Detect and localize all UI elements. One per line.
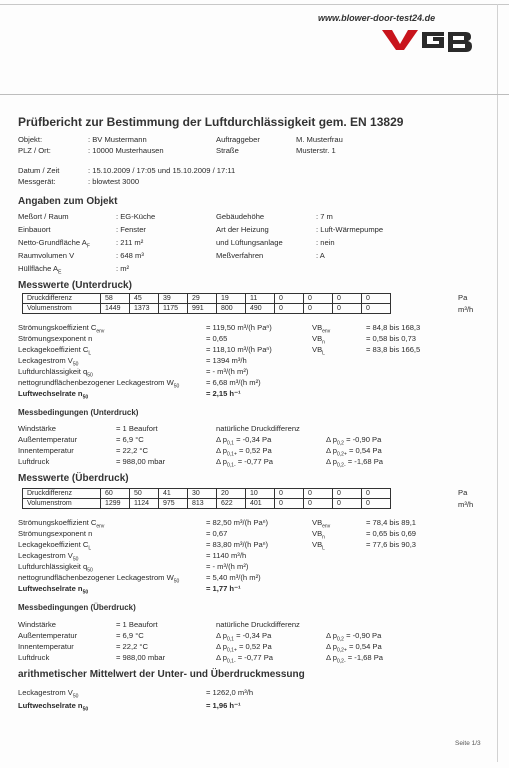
u-left-0: Strömungskoeffizient $C_{env}$	[18, 323, 105, 335]
table-cell: 0	[333, 294, 362, 304]
mo-label-3: Luftdruck	[18, 653, 50, 662]
netto-sub: F	[86, 243, 90, 250]
o-left-3: Leckagestrom $V_{50}$	[18, 551, 79, 563]
u-left-2: Leckagekoeffizient $C_L$	[18, 345, 92, 357]
huell-value: : m²	[116, 264, 130, 273]
table-cell: 0	[333, 499, 362, 509]
table-cell: 41	[159, 489, 188, 499]
mittel-l2: Luftwechselrate $n_{50}$	[18, 701, 89, 713]
o-left-6: Luftwechselrate $n_{50}$	[18, 584, 89, 596]
table-cell: 0	[275, 489, 304, 499]
mu-label-2: Innentemperatur	[18, 446, 74, 455]
o-vb1-value: = 78,4 bis 89,1	[366, 518, 417, 527]
o-mid-4: = - m³/(h m²)	[206, 562, 249, 571]
table-cell: 0	[304, 499, 333, 509]
table-cell-label: Druckdifferenz	[23, 489, 101, 499]
mu-value-3: = 988,00 mbar	[116, 457, 166, 466]
u-mid-2: = 118,10 m³/(h Paⁿ)	[206, 345, 272, 354]
o-mid-2: = 83,80 m³/(h Paⁿ)	[206, 540, 269, 549]
table-cell: 1299	[101, 499, 130, 509]
mo-e3: Δ $p_{0,2-} = -1,68$ Pa	[326, 653, 384, 665]
page-number: Seite 1/3	[455, 740, 481, 747]
o-mid-1: = 0,67	[206, 529, 228, 538]
netto-value: : 211 m²	[116, 238, 144, 247]
messort-label: Meßort / Raum	[18, 212, 69, 221]
unterdruck-unit-pa: Pa	[458, 293, 468, 302]
ueberdruck-table	[22, 488, 391, 509]
raumvol-label: Raumvolumen V	[18, 251, 75, 260]
u-mid-1: = 0,65	[206, 334, 228, 343]
o-mid-0: = 82,50 m³/(h Paⁿ)	[206, 518, 269, 527]
right-border	[497, 4, 498, 762]
table-cell: 1373	[130, 304, 159, 314]
mu-label-3: Luftdruck	[18, 457, 50, 466]
mo-d3: Δ $p_{0,1-} = -0,77$ Pa	[216, 653, 274, 665]
u-vb2-value: = 0,58 bis 0,73	[366, 334, 417, 343]
table-cell: 975	[159, 499, 188, 509]
messort-value: : EG-Küche	[116, 212, 156, 221]
mo-e1: Δ $p_{0,2} = -0,90$ Pa	[326, 631, 382, 643]
strasse-value: Musterstr. 1	[296, 146, 336, 155]
o-vb2-value: = 0,65 bis 0,69	[366, 529, 417, 538]
messgeraet-value: : blowtest 3000	[88, 177, 140, 186]
u-mid-6: = 2,15 h⁻¹	[206, 389, 241, 398]
table-cell: 0	[275, 304, 304, 314]
top-border	[0, 4, 509, 5]
table-cell: 490	[246, 304, 275, 314]
netto-label: Netto-Grundfläche $A_F$	[18, 238, 90, 250]
gebhoehe-label: Gebäudehöhe	[216, 212, 265, 221]
vgb-logo	[378, 26, 474, 52]
table-cell: 39	[159, 294, 188, 304]
lueftung-label: und Lüftungsanlage	[216, 238, 283, 247]
header-url[interactable]: www.blower-door-test24.de	[318, 13, 436, 23]
u-vb2-label: $VB_n$	[312, 334, 325, 346]
table-row	[23, 294, 391, 304]
verfahren-label: Meßverfahren	[216, 251, 264, 260]
u-vb3-value: = 83,8 bis 166,5	[366, 345, 421, 354]
table-cell: 0	[362, 489, 391, 499]
u-vb1-value: = 84,8 bis 168,3	[366, 323, 421, 332]
mo-label-2: Innentemperatur	[18, 642, 74, 651]
mo-value-0: = 1 Beaufort	[116, 620, 158, 629]
o-mid-5: = 5,40 m³/(h m²)	[206, 573, 261, 582]
mu-e3: Δ $p_{0,2-} = -1,68$ Pa	[326, 457, 384, 469]
datum-value: : 15.10.2009 / 17:05 und 15.10.2009 / 17:11	[88, 166, 236, 175]
mess-ueber-heading: Messbedingungen (Überdruck)	[18, 603, 136, 612]
mu-d2: Δ $p_{0,1+} = 0,52$ Pa	[216, 446, 272, 458]
mu-value-0: = 1 Beaufort	[116, 424, 158, 433]
objekt-value: : BV Mustermann	[88, 135, 147, 144]
table-cell: 401	[246, 499, 275, 509]
ueberdruck-heading: Messwerte (Überdruck)	[18, 473, 129, 484]
u-mid-5: = 6,68 m³/(h m²)	[206, 378, 261, 387]
o-vb2-label: $VB_n$	[312, 529, 325, 541]
mittel-v2: = 1,96 h⁻¹	[206, 701, 241, 710]
mo-d1: Δ $p_{0,1} = -0,34$ Pa	[216, 631, 272, 643]
mu-value-2: = 22,2 °C	[116, 446, 148, 455]
u-left-3: Leckagestrom $V_{50}$	[18, 356, 79, 368]
raumvol-value: : 648 m³	[116, 251, 144, 260]
o-left-4: Luftdurchlässigkeit $q_{50}$	[18, 562, 93, 574]
auftraggeber-value: M. Musterfrau	[296, 135, 343, 144]
mo-value-1: = 6,9 °C	[116, 631, 144, 640]
unterdruck-heading: Messwerte (Unterdruck)	[18, 280, 132, 291]
mo-e2: Δ $p_{0,2+} = 0,54$ Pa	[326, 642, 382, 654]
o-vb3-value: = 77,6 bis 90,3	[366, 540, 417, 549]
mu-druck-heading: natürliche Druckdifferenz	[216, 424, 300, 433]
table-row	[23, 499, 391, 509]
u-left-1: Strömungsexponent n	[18, 334, 93, 343]
mu-e2: Δ $p_{0,2+} = 0,54$ Pa	[326, 446, 382, 458]
o-left-2: Leckagekoeffizient $C_L$	[18, 540, 92, 552]
huell-sub: E	[58, 269, 62, 276]
u-left-4: Luftdurchlässigkeit $q_{50}$	[18, 367, 93, 379]
table-cell: 30	[188, 489, 217, 499]
o-mid-3: = 1140 m³/h	[206, 551, 247, 560]
o-left-0: Strömungskoeffizient $C_{env}$	[18, 518, 105, 530]
heizung-label: Art der Heizung	[216, 225, 269, 234]
mu-label-1: Außentemperatur	[18, 435, 78, 444]
u-mid-4: = - m³/(h m²)	[206, 367, 249, 376]
mo-value-3: = 988,00 mbar	[116, 653, 166, 662]
u-mid-3: = 1394 m³/h	[206, 356, 247, 365]
report-title: Prüfbericht zur Bestimmung der Luftdurchlässigkeit gem. EN 13829	[18, 115, 404, 129]
datum-label: Datum / Zeit	[18, 166, 60, 175]
table-cell-label: Volumenstrom	[23, 499, 101, 509]
mu-label-0: Windstärke	[18, 424, 56, 433]
table-cell: 800	[217, 304, 246, 314]
mittel-l1: Leckagestrom $V_{50}$	[18, 688, 79, 700]
einbauort-value: : Fenster	[116, 225, 146, 234]
o-vb3-label: $VB_L$	[312, 540, 325, 552]
table-cell: 0	[362, 294, 391, 304]
table-cell: 622	[217, 499, 246, 509]
unterdruck-table	[22, 293, 391, 314]
u-vb1-label: $VB_{env}$	[312, 323, 331, 335]
mu-value-1: = 6,9 °C	[116, 435, 144, 444]
o-left-1: Strömungsexponent n	[18, 529, 93, 538]
table-cell: 50	[130, 489, 159, 499]
lueftung-value: : nein	[316, 238, 335, 247]
table-row	[23, 489, 391, 499]
table-cell: 0	[362, 304, 391, 314]
table-row	[23, 304, 391, 314]
verfahren-value: : A	[316, 251, 325, 260]
header-divider	[0, 94, 509, 95]
einbauort-label: Einbauort	[18, 225, 51, 234]
gebhoehe-value: : 7 m	[316, 212, 333, 221]
table-cell: 0	[275, 294, 304, 304]
table-cell: 813	[188, 499, 217, 509]
mess-unter-heading: Messbedingungen (Unterdruck)	[18, 408, 139, 417]
mo-label-1: Außentemperatur	[18, 631, 78, 640]
plz-label: PLZ / Ort:	[18, 146, 51, 155]
table-cell: 1124	[130, 499, 159, 509]
table-cell: 19	[217, 294, 246, 304]
table-cell: 0	[333, 489, 362, 499]
u-left-5: nettogrundflächenbezogener Leckagestrom $W_{50}$	[18, 378, 180, 390]
table-cell: 1449	[101, 304, 130, 314]
mittel-heading: arithmetischer Mittelwert der Unter- und Überdruckmessung	[18, 669, 305, 680]
table-cell: 1175	[159, 304, 188, 314]
table-cell: 58	[101, 294, 130, 304]
strasse-label: Straße	[216, 146, 239, 155]
mu-d3: Δ $p_{0,1-} = -0,77$ Pa	[216, 457, 274, 469]
mo-label-0: Windstärke	[18, 620, 56, 629]
objekt-label: Objekt:	[18, 135, 43, 144]
ueberdruck-unit-m3h: m³/h	[458, 500, 474, 509]
table-cell-label: Volumenstrom	[23, 304, 101, 314]
table-cell: 20	[217, 489, 246, 499]
mu-d1: Δ $p_{0,1} = -0,34$ Pa	[216, 435, 272, 447]
mo-druck-heading: natürliche Druckdifferenz	[216, 620, 300, 629]
mittel-v1: = 1262,0 m³/h	[206, 688, 254, 697]
table-cell: 0	[304, 489, 333, 499]
table-cell: 991	[188, 304, 217, 314]
table-cell: 10	[246, 489, 275, 499]
table-cell: 0	[304, 304, 333, 314]
angaben-heading: Angaben zum Objekt	[18, 196, 118, 207]
o-vb1-label: $VB_{env}$	[312, 518, 331, 530]
mo-d2: Δ $p_{0,1+} = 0,52$ Pa	[216, 642, 272, 654]
o-mid-6: = 1,77 h⁻¹	[206, 584, 241, 593]
table-cell: 0	[275, 499, 304, 509]
table-cell-label: Druckdifferenz	[23, 294, 101, 304]
ueberdruck-unit-pa: Pa	[458, 488, 468, 497]
u-left-6: Luftwechselrate $n_{50}$	[18, 389, 89, 401]
huell-label: Hüllfläche $A_E$	[18, 264, 62, 276]
table-cell: 0	[304, 294, 333, 304]
table-cell: 60	[101, 489, 130, 499]
unterdruck-unit-m3h: m³/h	[458, 305, 474, 314]
o-left-5: nettogrundflächenbezogener Leckagestrom $W_{50}$	[18, 573, 180, 585]
u-mid-0: = 119,50 m³/(h Paⁿ)	[206, 323, 272, 332]
table-cell: 11	[246, 294, 275, 304]
mo-value-2: = 22,2 °C	[116, 642, 148, 651]
table-cell: 29	[188, 294, 217, 304]
table-cell: 45	[130, 294, 159, 304]
messgeraet-label: Messgerät:	[18, 177, 56, 186]
auftraggeber-label: Auftraggeber	[216, 135, 260, 144]
table-cell: 0	[362, 499, 391, 509]
mu-e1: Δ $p_{0,2} = -0,90$ Pa	[326, 435, 382, 447]
heizung-value: : Luft-Wärmepumpe	[316, 225, 384, 234]
u-vb3-label: $VB_L$	[312, 345, 325, 357]
plz-value: : 10000 Musterhausen	[88, 146, 164, 155]
table-cell: 0	[333, 304, 362, 314]
